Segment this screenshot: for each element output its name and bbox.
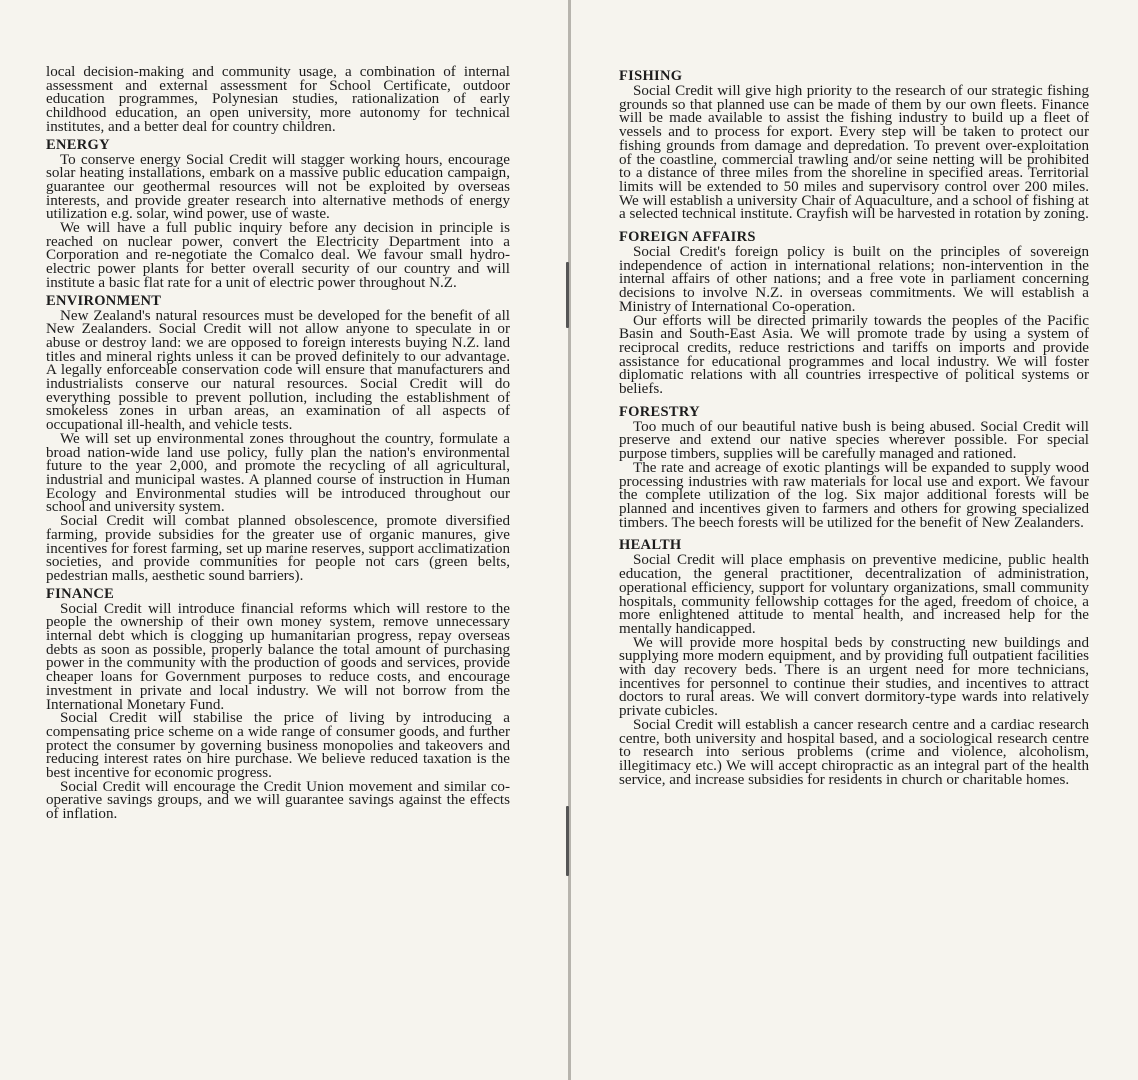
- paragraph: To conserve energy Social Credit will stagger working hours, encourage solar heating installations, embark on a massive public education campaign, guarantee our geothermal resources will not be exploited by overseas interests, and provide greater research into alternative methods of energy utilization e.g. solar, wind power, use of waste.: [46, 151, 510, 223]
- paragraph: Our efforts will be directed primarily towards the peoples of the Pacific Basin and South-East Asia. We will promote trade by using a system of reciprocal credits, reduce restrictions and tariffs on imports and provide assistance for educational programmes and local industry. We will foster diplomatic relations with all countries irrespective of political systems or beliefs.: [619, 312, 1089, 398]
- section-heading-health: HEALTH: [619, 537, 682, 554]
- paragraph: Too much of our beautiful native bush is being abused. Social Credit will preserve and extend our native species wherever possible. For special purpose timbers, supplies will be carefully managed and rationed.: [619, 418, 1089, 463]
- section-foreign-affairs: [619, 229, 1089, 397]
- paragraph: We will set up environmental zones throughout the country, formulate a broad nation-wide land use policy, fully plan the nation's environmental future to the year 2,000, and promote the recycling of all agricultural, industrial and municipal wastes. A planned course of instruction in Human Ecology and Environmental studies will be introduced throughout our school and university system.: [46, 430, 510, 516]
- paragraph: Social Credit will establish a cancer research centre and a cardiac research centre, both university and hospital based, and a sociological research centre to research into serious problems (crime and violence, alcoholism, illegitimacy etc.) We will accept chiropractic as an integral part of the health service, and increase subsidies for residents in church or charitable homes.: [619, 716, 1089, 788]
- paragraph: Social Credit will place emphasis on preventive medicine, public health education, the general practitioner, decentralization of administration, operational efficiency, support for voluntary organizations, small community hospitals, community fellowship cottages for the aged, freedom of choice, a more enlightened attitude to mental health, and increased help for the mentally handicapped.: [619, 552, 1089, 637]
- paragraph: We will provide more hospital beds by constructing new buildings and supplying more modern equipment, and by providing full outpatient facilities with day recovery beds. There is an urgent need for more technicians, incentives for personnel to continue their studies, and incentives to attract doctors to rural areas. We will convert dormitory-type wards into relatively private cubicles.: [619, 634, 1089, 720]
- section-heading-forestry: FORESTRY: [619, 403, 700, 420]
- section-finance: [46, 586, 510, 822]
- paragraph: Social Credit's foreign policy is built on the principles of sovereign independence of action in international relations; non-intervention in the internal affairs of other nations; and a free vote in parliament concerning decisions to involve N.Z. in overseas commitments. We will establish a Ministry of International Co-operation.: [619, 244, 1089, 315]
- paragraph: We will have a full public inquiry before any decision in principle is reached on nuclear power, convert the Electricity Department into a Corporation and re-negotiate the Comalco deal. We favour small hydro-electric power plants for better overall security of our country and will institute a basic flat rate for a unit of electric power throughout N.Z.: [46, 220, 510, 291]
- paragraph: The rate and acreage of exotic plantings will be expanded to supply wood processing industries with raw materials for local use and export. We favour the complete utilization of the log. Six major additional forests will be planned and incentives given to farmers and others for growing specialized timbers. The beech forests will be utilized for the benefit of New Zealanders.: [619, 459, 1089, 531]
- section-heading-energy: ENERGY: [46, 136, 110, 153]
- section-health: [619, 537, 1089, 787]
- section-heading-foreign-affairs: FOREIGN AFFAIRS: [619, 229, 756, 246]
- paragraph: New Zealand's natural resources must be developed for the benefit of all New Zealanders. Social Credit will not allow anyone to speculate in or abuse or destroy land: we are opposed to foreign interests buying N.Z. land titles and mineral rights unless it can be proved definitely to our advantage. A legally enforceable conservation code will ensure that manufacturers and industrialists conserve our natural resources. Social Credit will do everything possible to prevent pollution, including the establishment of smokeless zones in urban areas, an examination of all aspects of occupational ill-health, and vehicle tests.: [46, 307, 510, 434]
- staple-bottom: [566, 806, 569, 876]
- paragraph: Social Credit will introduce financial reforms which will restore to the people the ownership of their own money system, remove unnecessary internal debt which is clogging up humanitarian progress, repay overseas debts as soon as possible, properly balance the total amount of purchasing power in the community with the production of goods and services, provide cheaper loans for Government purposes to reduce costs, and encourage investment in private and local industry. We will not borrow from the International Monetary Fund.: [46, 600, 510, 713]
- staple-top: [566, 262, 569, 328]
- paragraph: Social Credit will stabilise the price of living by introducing a compensating price scheme on a wide range of consumer goods, and further protect the consumer by governing business monopolies and takeovers and reducing interest rates on hire purchase. We believe reduced taxation is the best incentive for economic progress.: [46, 710, 510, 782]
- section-fishing: [619, 68, 1089, 222]
- paragraph: Social Credit will give high priority to the research of our strategic fishing grounds so that planned use can be made of them by our own fleets. Finance will be made available to assist the fishing industry to build up a fleet of vessels and to process for export. Every step will be taken to protect our fishing grounds from damage and depredation. To prevent over-exploitation of the coastline, commercial trawling and/or seine netting will be prohibited to a distance of three miles from the shoreline in specified areas. Territorial limits will be extended to 50 miles and supervisory control over 200 miles. We will establish a university Chair of Aquaculture, and a school of fishing at a selected technical institute. Crayfish will be harvested in rotation by zoning.: [619, 83, 1089, 223]
- section-heading-fishing: FISHING: [619, 68, 683, 84]
- section-heading-environment: ENVIRONMENT: [46, 292, 162, 309]
- section-energy: [46, 137, 510, 291]
- section-environment: [46, 293, 510, 584]
- section-heading-finance: FINANCE: [46, 585, 115, 602]
- section-forestry: [619, 404, 1089, 531]
- paragraph: Social Credit will combat planned obsolescence, promote diversified farming, provide subsidies for the greater use of organic manures, give incentives for forest farming, set up marine reserves, support acclimatization societies, and provide communities for people not cars (green belts, pedestrian malls, aesthetic sound barriers).: [46, 513, 510, 584]
- intro-paragraph: local decision-making and community usage, a combination of internal assessment and external assessment for School Certificate, outdoor education programmes, Polynesian studies, rationalization of early childhood education, an open university, more autonomy for technical institutes, and a better deal for country children.: [46, 64, 510, 135]
- left-column: [46, 66, 510, 822]
- paragraph: Social Credit will encourage the Credit Union movement and similar co-operative savings groups, and we will guarantee savings against the effects of inflation.: [46, 778, 510, 823]
- right-column: [619, 66, 1089, 787]
